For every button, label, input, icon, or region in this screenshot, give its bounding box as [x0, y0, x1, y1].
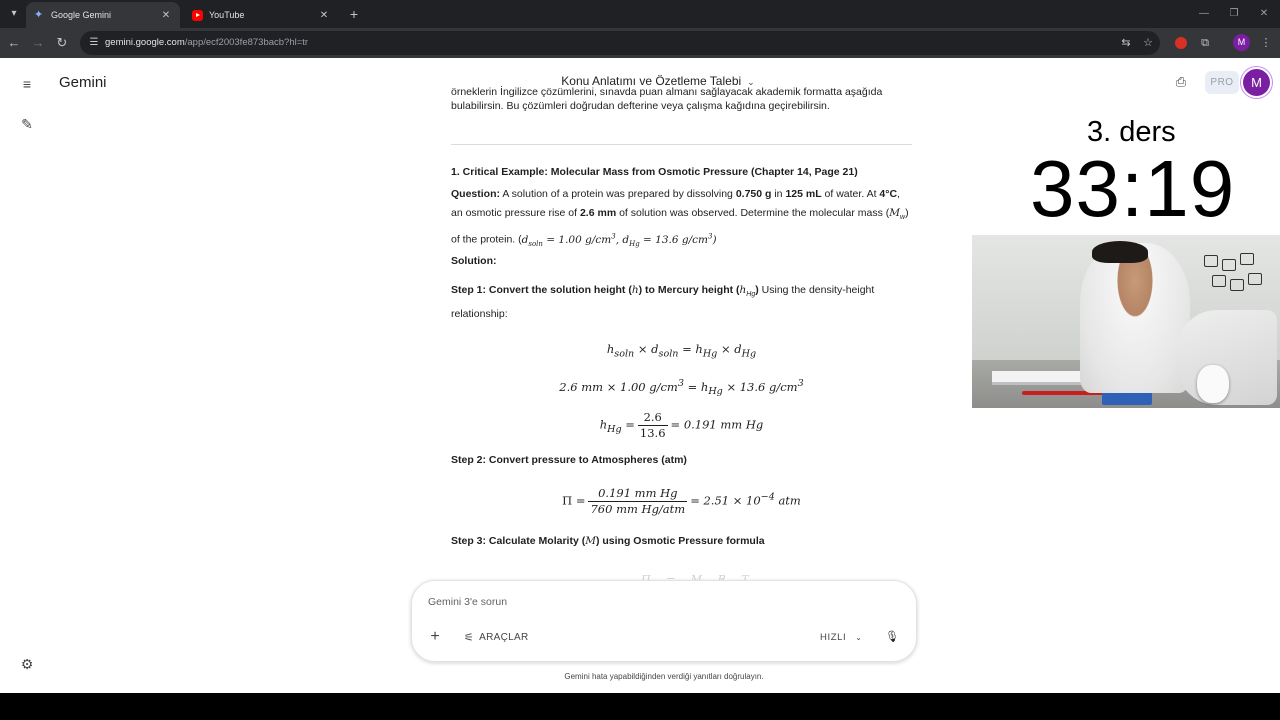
- site-info-icon[interactable]: ☰: [89, 37, 99, 48]
- side-rail: [0, 58, 50, 693]
- step1-paragraph: Step 1: Convert the solution height (h) to Mercury height $(h_{Hg})$ Using the density-height relationship:: [451, 284, 875, 320]
- intro-line: bulabilirsin. Bu çözümleri doğrudan defterine veya çalışma kağıdına geçirebilirsin.: [451, 100, 830, 112]
- bookmark-star-icon[interactable]: ☆: [1143, 37, 1153, 49]
- tools-sliders-icon: ⚟: [464, 631, 475, 644]
- tab-google-gemini[interactable]: [26, 2, 180, 28]
- close-window-icon[interactable]: ✕: [1259, 8, 1269, 19]
- account-avatar[interactable]: M: [1243, 69, 1270, 96]
- equation-atm: Π = $\frac{\text{0.191 mm Hg}}{\text{760 mm Hg/atm}}$ = $2.51 \times 10^{-4}$ atm: [562, 486, 801, 516]
- tools-label: ARAÇLAR: [479, 631, 529, 643]
- tab-search-chevron-icon[interactable]: ▾: [11, 8, 17, 19]
- browser-menu-icon[interactable]: ⋮: [1260, 37, 1272, 49]
- chevron-down-icon: ⌄: [855, 632, 863, 642]
- webcam-feed: [972, 235, 1280, 408]
- prompt-input[interactable]: Gemini 3'e sorun: [428, 596, 508, 608]
- minimize-icon[interactable]: —: [1199, 8, 1209, 19]
- equation-density-height: $h_{soln} \times d_{soln} = h_{Hg} \times d_{Hg}$: [606, 342, 757, 360]
- webcam-person: [1080, 243, 1190, 393]
- tools-button[interactable]: [464, 628, 529, 646]
- gemini-page: [0, 58, 1280, 693]
- intro-line-cut: örneklerin İngilizce çözümlerini, sınavda puan almanı sağlayacak akademik formatta aşağıda: [451, 86, 883, 98]
- microphone-icon[interactable]: 🎙: [885, 631, 899, 643]
- intro-paragraph: [451, 86, 912, 116]
- tab-title: YouTube: [209, 10, 245, 20]
- browser-tabstrip: [0, 0, 1280, 28]
- wall-frame: [1212, 275, 1226, 287]
- forward-arrow-icon[interactable]: →: [31, 35, 45, 50]
- translate-icon[interactable]: ⇆: [1121, 37, 1131, 49]
- extension-red-icon[interactable]: [1175, 37, 1187, 49]
- equation-hhg-result: $h_{Hg}$ = $\frac{2.6}{13.6}$ = 0.191 mm Hg: [599, 410, 764, 440]
- extensions-puzzle-icon[interactable]: ⧉: [1201, 37, 1209, 49]
- mode-selector[interactable]: [820, 628, 863, 646]
- wall-frame: [1222, 259, 1236, 271]
- hamburger-menu-icon[interactable]: ≡: [22, 76, 32, 92]
- add-plus-icon[interactable]: +: [430, 628, 440, 645]
- disclaimer: Gemini hata yapabildiğinden verdiği yanıtları doğrulayın.: [564, 672, 764, 681]
- wall-frame: [1204, 255, 1218, 267]
- solution-heading: Solution:: [451, 255, 497, 267]
- reload-icon[interactable]: ↻: [56, 35, 68, 50]
- tab-close-icon[interactable]: ✕: [161, 9, 171, 21]
- lesson-label: 3. ders: [1087, 116, 1176, 148]
- tab-title: Google Gemini: [51, 10, 112, 20]
- settings-gear-icon[interactable]: ⚙: [20, 656, 34, 672]
- equation-substitution: 2.6 mm × 1.00 $g/cm^3 = h_{Hg} \times 13.6$ $g/cm^3$: [559, 378, 804, 398]
- wall-frame: [1230, 279, 1244, 291]
- pro-badge[interactable]: PRO: [1205, 71, 1239, 94]
- new-chat-edit-icon[interactable]: ✎: [21, 116, 33, 132]
- step2-heading: Step 2: Convert pressure to Atmospheres (atm): [451, 454, 687, 466]
- tab-close-icon[interactable]: ✕: [319, 9, 329, 21]
- address-bar[interactable]: [80, 31, 1160, 55]
- chevron-down-icon: ⌄: [747, 77, 755, 87]
- back-arrow-icon[interactable]: ←: [7, 35, 21, 50]
- study-timer: 33:19: [1030, 144, 1236, 233]
- browser-profile-avatar[interactable]: M: [1233, 34, 1250, 51]
- response-content: [451, 58, 912, 588]
- new-tab-plus-icon[interactable]: +: [349, 6, 359, 22]
- restore-icon[interactable]: ❐: [1229, 8, 1239, 19]
- tab-youtube[interactable]: [184, 2, 338, 28]
- step3-heading: Step 3: Calculate Molarity (M) using Osmotic Pressure formula: [451, 535, 765, 547]
- mode-label: HIZLI: [820, 631, 847, 643]
- gemini-brand[interactable]: Gemini: [59, 74, 107, 91]
- webcam-hair: [1092, 241, 1148, 263]
- address-url[interactable]: gemini.google.com/app/ecf2003fe873bacb?hl=tr: [105, 37, 309, 48]
- webcam-mouse: [1197, 365, 1229, 403]
- print-icon[interactable]: ⎙: [1175, 74, 1187, 89]
- conversation-title: Konu Anlatımı ve Özetleme Talebi: [561, 74, 742, 88]
- example-heading: 1. Critical Example: Molecular Mass from Osmotic Pressure (Chapter 14, Page 21): [451, 166, 858, 178]
- taskbar-strip: [0, 693, 1280, 720]
- prompt-box[interactable]: [411, 580, 917, 662]
- question-paragraph: Question: A solution of a protein was prepared by dissolving 0.750 g in 125 mL of water. At 4°C, an osmotic pressure rise of 2.6 mm of solution was observed. Determine the molecular mass $(M_w)$ of the protein. ($d_{soln} = 1.00$ $g/cm^3$, $d_{Hg} = 13.6$ $g/cm^3$): [451, 188, 909, 248]
- divider: [451, 144, 912, 145]
- wall-frame: [1240, 253, 1254, 265]
- gemini-sparkle-icon: ✦: [34, 8, 44, 21]
- youtube-icon: [192, 10, 203, 21]
- browser-toolbar: [0, 28, 1280, 58]
- wall-frame: [1248, 273, 1262, 285]
